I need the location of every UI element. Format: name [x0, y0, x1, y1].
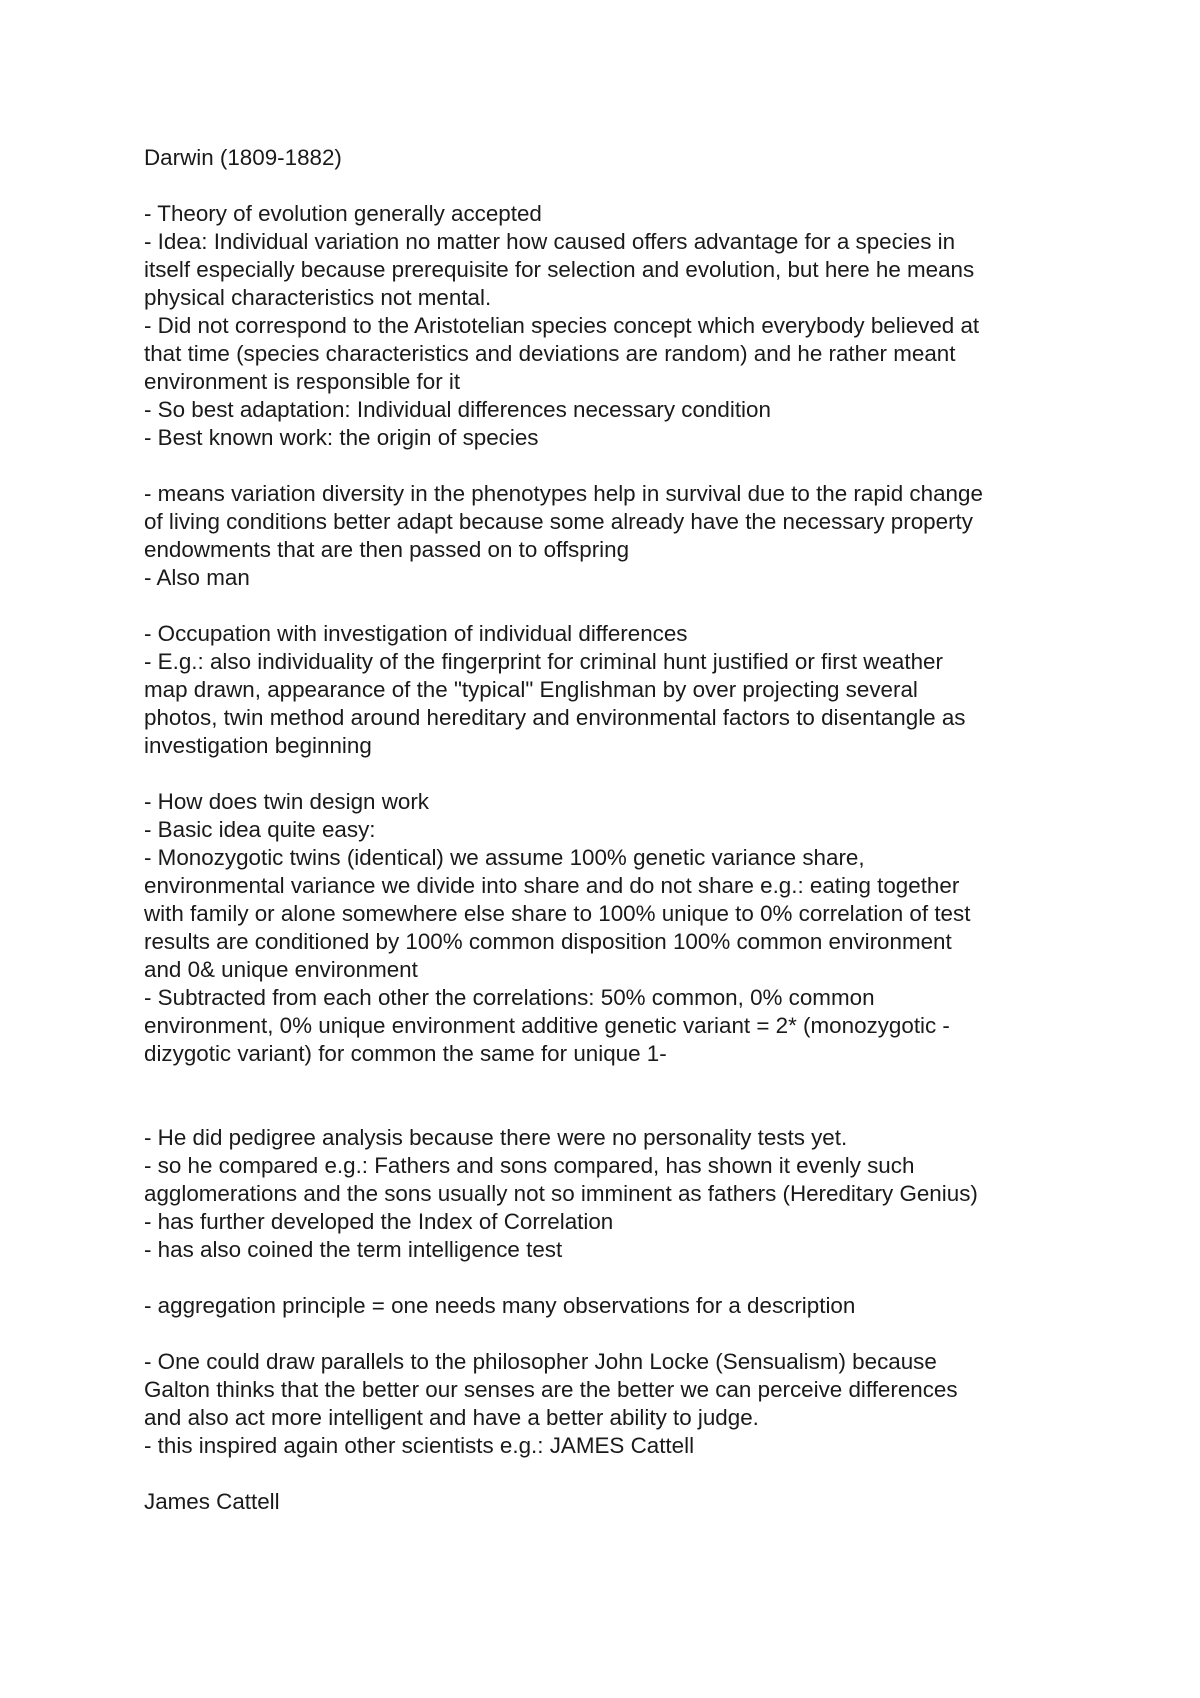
- text-line: - Monozygotic twins (identical) we assume 100% genetic variance share,: [144, 845, 865, 870]
- text-line: photos, twin method around hereditary and environmental factors to disentangle as: [144, 705, 966, 730]
- text-line: dizygotic variant) for common the same for unique 1-: [144, 1041, 667, 1066]
- text-line: - How does twin design work: [144, 789, 429, 814]
- text-line: - Idea: Individual variation no matter how caused offers advantage for a species in: [144, 229, 956, 254]
- section-heading-darwin: Darwin (1809-1882): [144, 145, 342, 170]
- text-line: results are conditioned by 100% common disposition 100% common environment: [144, 929, 952, 954]
- text-line: - means variation diversity in the phenotypes help in survival due to the rapid change: [144, 481, 983, 506]
- document-body: [144, 144, 1064, 1516]
- text-line: - has further developed the Index of Correlation: [144, 1209, 614, 1234]
- text-line: environmental variance we divide into share and do not share e.g.: eating together: [144, 873, 960, 898]
- text-line: - Basic idea quite easy:: [144, 817, 376, 842]
- spacer: [144, 452, 1064, 480]
- text-line: environment is responsible for it: [144, 369, 461, 394]
- spacer: [144, 1320, 1064, 1348]
- text-line: agglomerations and the sons usually not so imminent as fathers (Hereditary Genius): [144, 1181, 978, 1206]
- spacer: [144, 1264, 1064, 1292]
- text-line: and also act more intelligent and have a better ability to judge.: [144, 1405, 759, 1430]
- paragraph-block-3: [144, 620, 1064, 760]
- spacer: [144, 1068, 1064, 1124]
- paragraph-block-7: [144, 1348, 1064, 1460]
- text-line: - so he compared e.g.: Fathers and sons compared, has shown it evenly such: [144, 1153, 915, 1178]
- section-heading-cattell: James Cattell: [144, 1489, 280, 1514]
- text-line: - this inspired again other scientists e.g.: JAMES Cattell: [144, 1433, 695, 1458]
- text-line: - E.g.: also individuality of the fingerprint for criminal hunt justified or first weather: [144, 649, 943, 674]
- text-line: that time (species characteristics and deviations are random) and he rather meant: [144, 341, 956, 366]
- text-line: - Did not correspond to the Aristotelian species concept which everybody believed at: [144, 313, 980, 338]
- text-line: investigation beginning: [144, 733, 372, 758]
- text-line: endowments that are then passed on to offspring: [144, 537, 630, 562]
- text-line: of living conditions better adapt because some already have the necessary property: [144, 509, 973, 534]
- text-line: - Best known work: the origin of species: [144, 425, 539, 450]
- spacer: [144, 592, 1064, 620]
- spacer: [144, 172, 1064, 200]
- text-line: - He did pedigree analysis because there were no personality tests yet.: [144, 1125, 848, 1150]
- text-line: Galton thinks that the better our senses are the better we can perceive differences: [144, 1377, 958, 1402]
- text-line: - Theory of evolution generally accepted: [144, 201, 542, 226]
- spacer: [144, 1460, 1064, 1488]
- text-line: - Also man: [144, 565, 250, 590]
- paragraph-block-2: [144, 480, 1064, 592]
- text-line: physical characteristics not mental.: [144, 285, 492, 310]
- paragraph-block-4: [144, 788, 1064, 1068]
- paragraph-block-6: [144, 1292, 1064, 1320]
- paragraph-block-5: [144, 1124, 1064, 1264]
- text-line: itself especially because prerequisite for selection and evolution, but here he means: [144, 257, 975, 282]
- text-line: map drawn, appearance of the "typical" Englishman by over projecting several: [144, 677, 918, 702]
- text-line: - One could draw parallels to the philosopher John Locke (Sensualism) because: [144, 1349, 937, 1374]
- text-line: - has also coined the term intelligence test: [144, 1237, 563, 1262]
- spacer: [144, 760, 1064, 788]
- text-line: - Subtracted from each other the correlations: 50% common, 0% common: [144, 985, 875, 1010]
- text-line: - aggregation principle = one needs many observations for a description: [144, 1293, 856, 1318]
- paragraph-block-1: [144, 200, 1064, 452]
- text-line: and 0& unique environment: [144, 957, 418, 982]
- text-line: environment, 0% unique environment additive genetic variant = 2* (monozygotic -: [144, 1013, 950, 1038]
- text-line: with family or alone somewhere else share to 100% unique to 0% correlation of test: [144, 901, 971, 926]
- text-line: - So best adaptation: Individual differences necessary condition: [144, 397, 771, 422]
- text-line: - Occupation with investigation of individual differences: [144, 621, 688, 646]
